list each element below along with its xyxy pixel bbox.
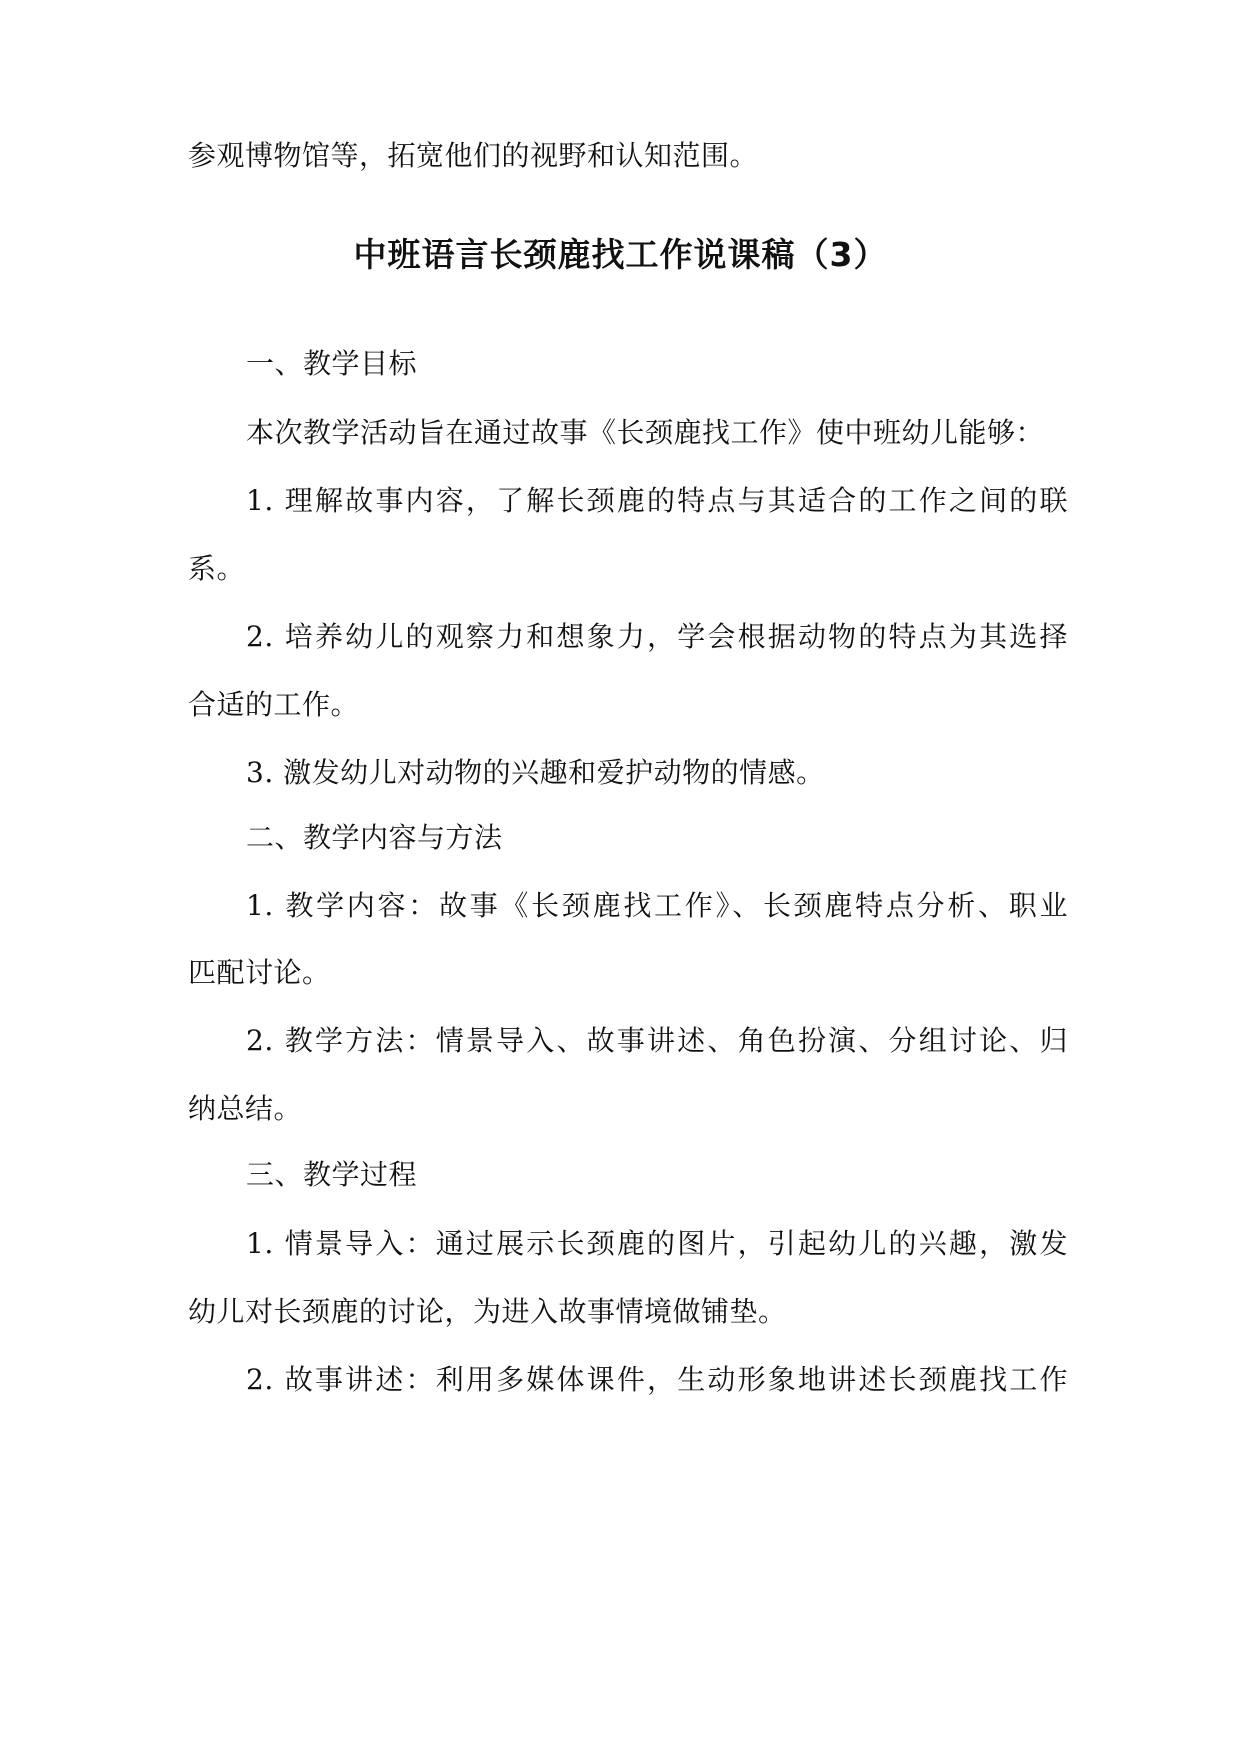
list-item-line: 3. 激发幼儿对动物的兴趣和爱护动物的情感。	[246, 756, 825, 789]
list-item-line: 1. 情景导入：通过展示长颈鹿的图片，引起幼儿的兴趣，激发	[246, 1227, 1068, 1260]
list-item-line: 2. 培养幼儿的观察力和想象力，学会根据动物的特点为其选择	[246, 620, 1068, 653]
document-title: 中班语言长颈鹿找工作说课稿（3）	[353, 235, 888, 274]
list-item-line: 1. 教学内容：故事《长颈鹿找工作》、长颈鹿特点分析、职业	[246, 889, 1068, 922]
section-heading-objectives: 一、教学目标	[246, 347, 418, 380]
list-item-line: 2. 教学方法：情景导入、故事讲述、角色扮演、分组讨论、归	[246, 1024, 1068, 1057]
list-item-line: 匹配讨论。	[188, 956, 331, 989]
list-item-line: 合适的工作。	[188, 688, 360, 721]
list-item-line: 纳总结。	[188, 1092, 303, 1125]
paragraph-line: 本次教学活动旨在通过故事《长颈鹿找工作》使中班幼儿能够：	[246, 416, 1045, 449]
section-heading-content-methods: 二、教学内容与方法	[246, 821, 503, 854]
list-item-line: 系。	[188, 552, 246, 585]
list-item-line: 1. 理解故事内容，了解长颈鹿的特点与其适合的工作之间的联	[246, 484, 1068, 517]
continuation-text: 参观博物馆等，拓宽他们的视野和认知范围。	[188, 139, 759, 172]
list-item-line: 幼儿对长颈鹿的讨论，为进入故事情境做铺垫。	[188, 1295, 787, 1328]
section-heading-process: 三、教学过程	[246, 1158, 418, 1191]
list-item-line: 2. 故事讲述：利用多媒体课件，生动形象地讲述长颈鹿找工作	[246, 1363, 1068, 1396]
